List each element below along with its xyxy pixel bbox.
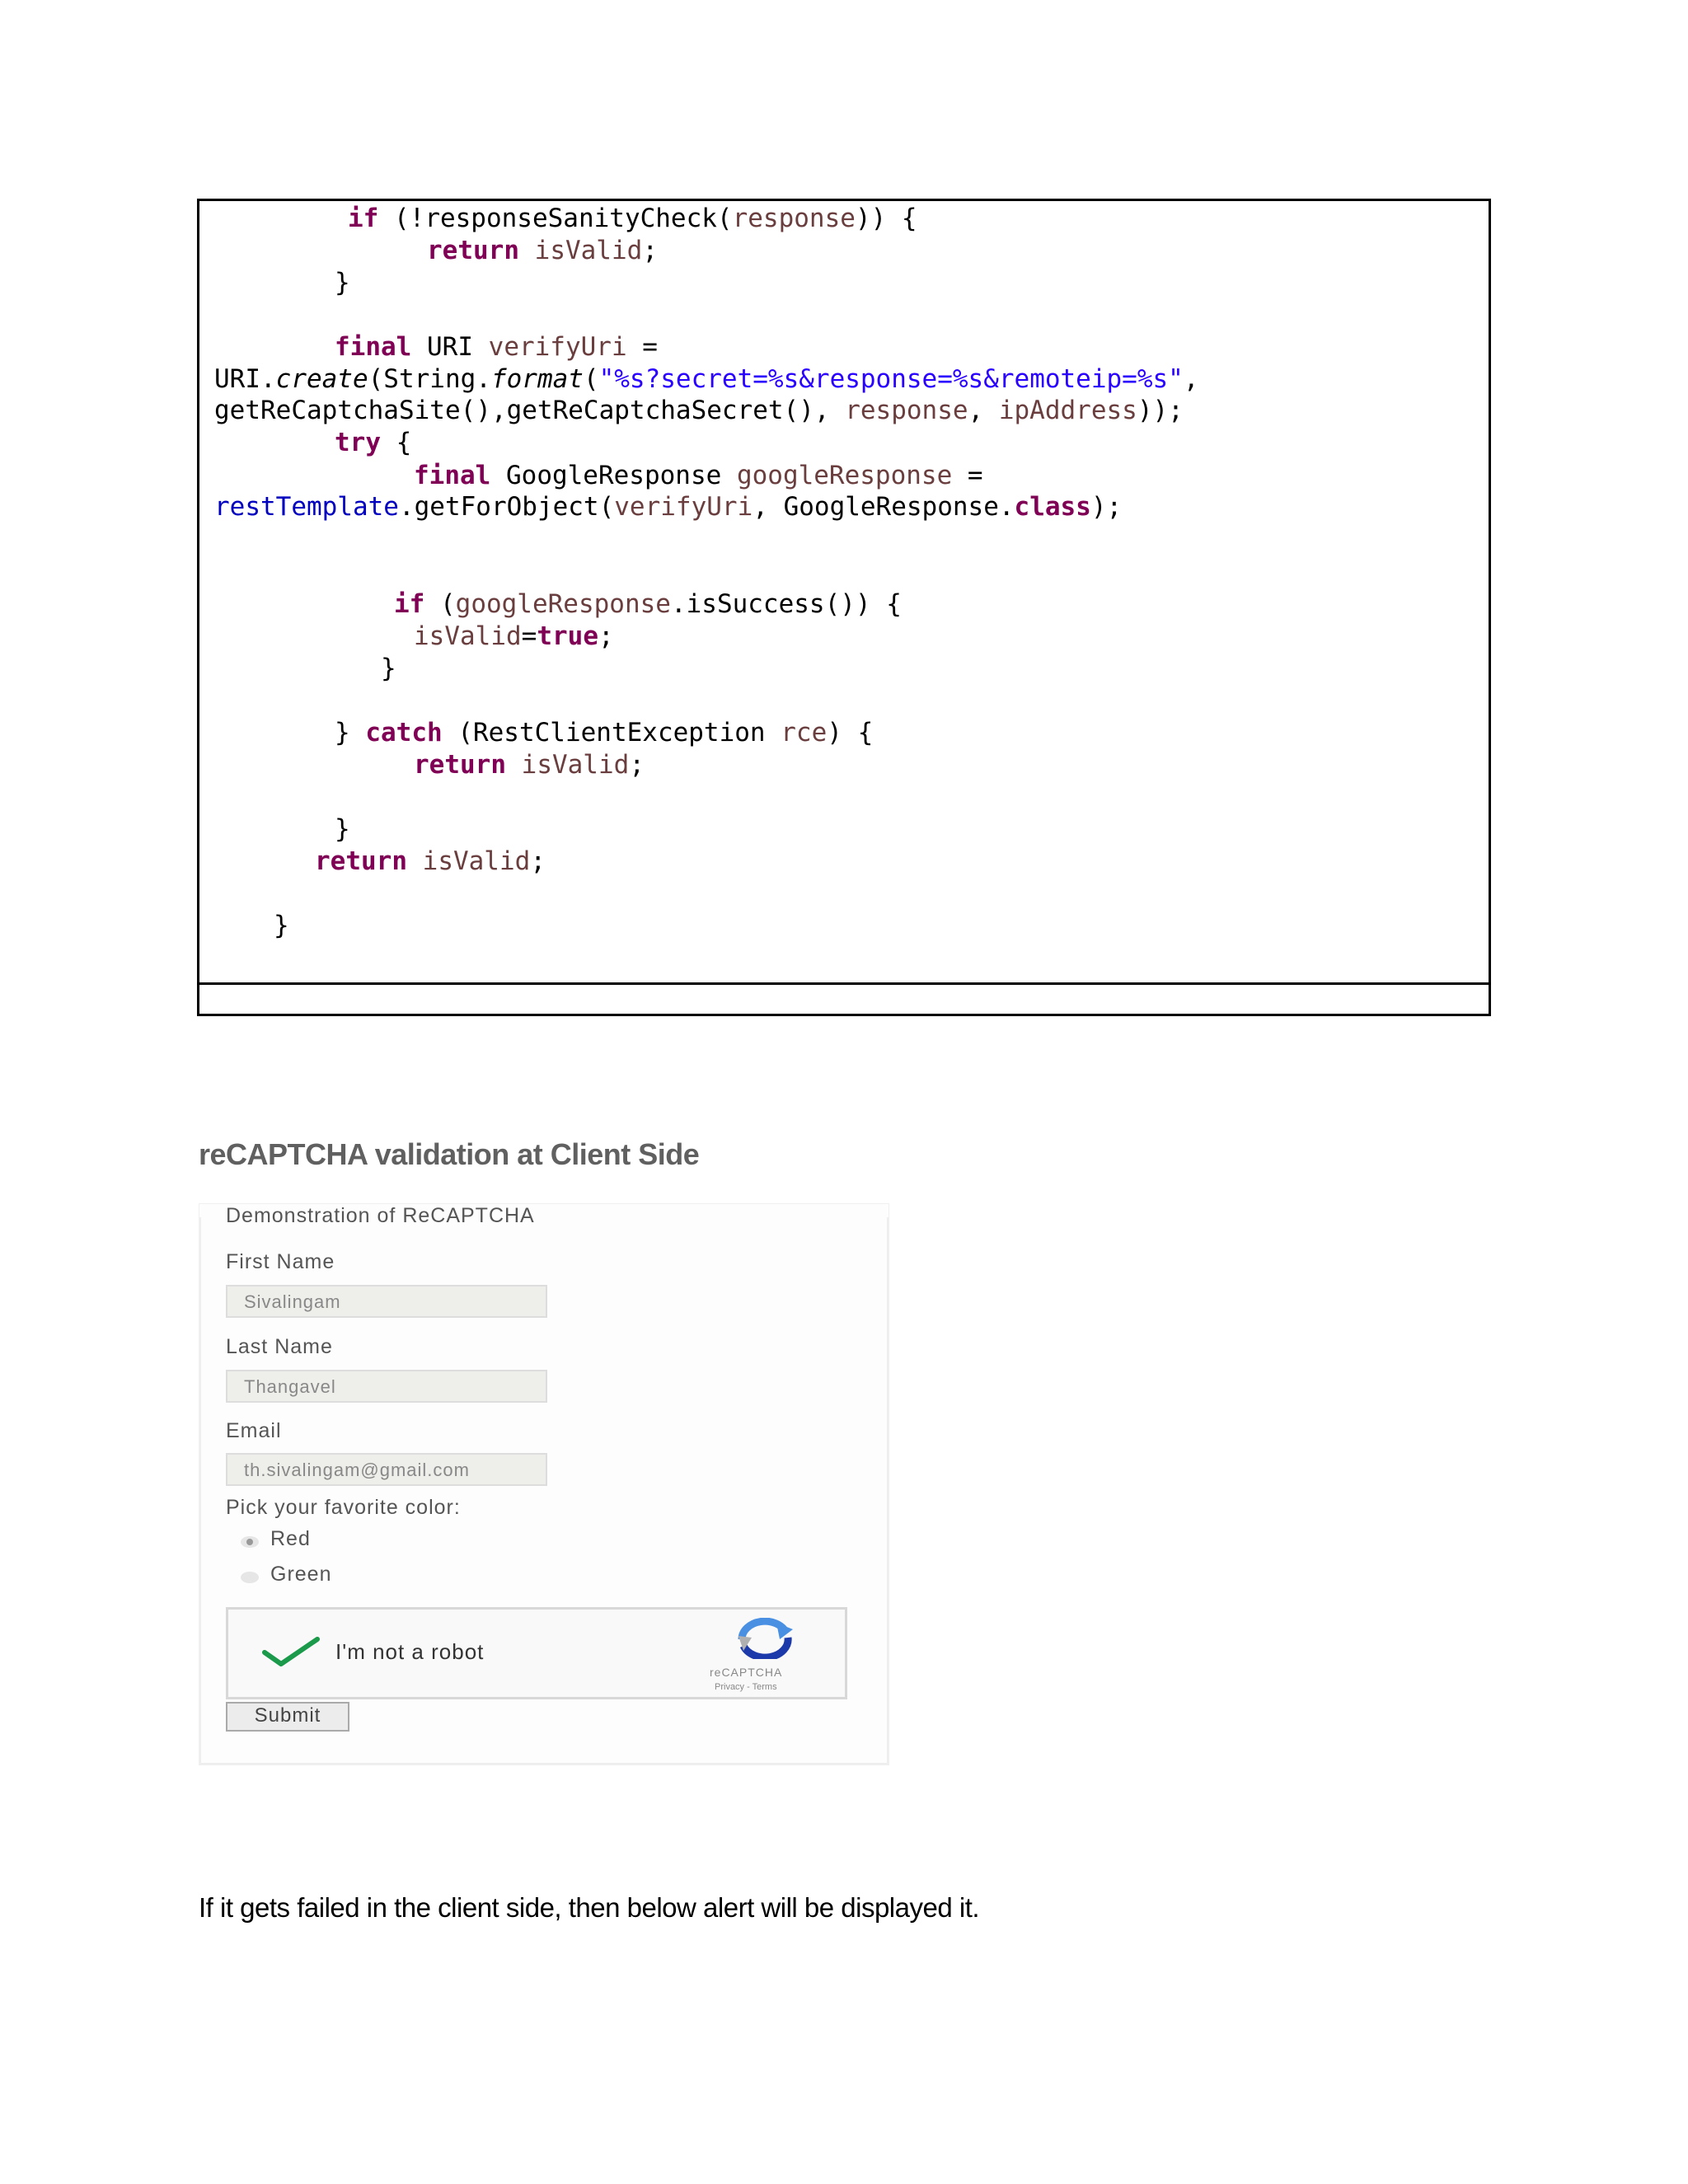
code-line bbox=[414, 749, 645, 780]
radio-red[interactable] bbox=[241, 1536, 259, 1548]
radio-green-label: Green bbox=[270, 1563, 332, 1586]
code-token: rce bbox=[781, 718, 828, 748]
code-token: ( bbox=[583, 364, 599, 394]
last-name-label: Last Name bbox=[226, 1335, 333, 1358]
recaptcha-demo-form bbox=[199, 1203, 889, 1765]
code-token: true bbox=[537, 621, 598, 651]
captcha-label: I'm not a robot bbox=[335, 1639, 485, 1664]
code-token: ); bbox=[1090, 492, 1123, 522]
first-name-label: First Name bbox=[226, 1250, 335, 1273]
code-token: } bbox=[274, 911, 289, 940]
code-token: ; bbox=[598, 621, 614, 651]
table-divider bbox=[199, 982, 1489, 985]
captcha-brand: reCAPTCHA bbox=[710, 1666, 783, 1679]
code-line bbox=[335, 717, 873, 748]
recaptcha-logo-icon bbox=[735, 1618, 795, 1659]
code-token: URI bbox=[411, 332, 489, 362]
code-token: (RestClientException bbox=[442, 718, 781, 748]
code-token: } bbox=[335, 814, 350, 844]
code-token: ; bbox=[642, 236, 658, 265]
code-token: ; bbox=[629, 750, 645, 780]
code-line bbox=[335, 813, 350, 845]
code-line bbox=[414, 460, 983, 491]
code-token: .isSuccess()) { bbox=[670, 589, 902, 619]
code-token: = bbox=[626, 332, 658, 362]
code-token: return bbox=[414, 750, 506, 780]
code-token: restTemplate bbox=[214, 492, 399, 522]
code-token: = bbox=[521, 621, 537, 651]
code-token: response bbox=[845, 396, 968, 425]
body-paragraph: If it gets failed in the client side, then below alert will be displayed it. bbox=[199, 1892, 980, 1923]
code-token: ; bbox=[530, 846, 546, 876]
code-token: isValid bbox=[534, 236, 643, 265]
code-token: , bbox=[968, 396, 999, 425]
code-token: isValid bbox=[521, 750, 630, 780]
code-line bbox=[394, 588, 902, 620]
code-token: response bbox=[732, 204, 856, 233]
code-line bbox=[315, 846, 546, 877]
code-token: format bbox=[490, 364, 584, 394]
code-token: ) { bbox=[827, 718, 874, 748]
code-table bbox=[197, 199, 1491, 1016]
code-token: URI. bbox=[214, 364, 276, 394]
code-token: return bbox=[427, 236, 519, 265]
code-token: create bbox=[275, 364, 368, 394]
captcha-terms-link[interactable]: Privacy - Terms bbox=[715, 1682, 777, 1692]
code-token bbox=[519, 236, 535, 265]
code-token: return bbox=[315, 846, 407, 876]
code-token: )); bbox=[1137, 396, 1184, 425]
code-token: "%s?secret=%s&response=%s&remoteip=%s" bbox=[598, 364, 1184, 394]
code-token: catch bbox=[365, 718, 443, 748]
code-token bbox=[506, 750, 522, 780]
code-token: final bbox=[335, 332, 412, 362]
code-token: } bbox=[335, 718, 366, 748]
code-token: } bbox=[381, 654, 396, 683]
code-token: (!responseSanityCheck( bbox=[378, 204, 733, 233]
code-line bbox=[214, 491, 1122, 523]
code-token: try bbox=[335, 428, 381, 457]
code-line bbox=[274, 910, 289, 941]
first-name-input[interactable]: Sivalingam bbox=[226, 1285, 547, 1318]
code-token: , bbox=[1183, 364, 1199, 394]
fieldset-legend: Demonstration of ReCAPTCHA bbox=[223, 1204, 538, 1228]
code-line bbox=[335, 331, 658, 363]
code-line bbox=[214, 363, 1199, 395]
code-line bbox=[335, 267, 350, 298]
code-token: isValid bbox=[422, 846, 531, 876]
last-name-input[interactable]: Thangavel bbox=[226, 1370, 547, 1403]
code-line bbox=[348, 203, 917, 234]
code-token: = bbox=[952, 461, 983, 490]
code-token: getReCaptchaSite(),getReCaptchaSecret(), bbox=[214, 396, 846, 425]
code-line bbox=[214, 395, 1184, 426]
color-label: Pick your favorite color: bbox=[226, 1496, 461, 1519]
code-token bbox=[407, 846, 423, 876]
recaptcha-widget[interactable] bbox=[226, 1607, 847, 1699]
code-token: if bbox=[394, 589, 425, 619]
radio-red-label: Red bbox=[270, 1527, 311, 1550]
code-token: if bbox=[348, 204, 379, 233]
code-token: { bbox=[381, 428, 412, 457]
checkmark-icon[interactable] bbox=[261, 1634, 321, 1667]
code-token: (String. bbox=[368, 364, 491, 394]
code-token: GoogleResponse bbox=[490, 461, 737, 490]
code-token: googleResponse bbox=[736, 461, 953, 490]
code-token: .getForObject( bbox=[398, 492, 615, 522]
code-line bbox=[381, 653, 396, 684]
code-line bbox=[335, 427, 411, 458]
code-token: verifyUri bbox=[488, 332, 627, 362]
email-label: Email bbox=[226, 1419, 282, 1442]
code-token: verifyUri bbox=[614, 492, 753, 522]
radio-green[interactable] bbox=[241, 1572, 259, 1583]
email-input[interactable]: th.sivalingam@gmail.com bbox=[226, 1453, 547, 1486]
section-heading: reCAPTCHA validation at Client Side bbox=[199, 1137, 700, 1171]
code-token: ipAddress bbox=[998, 396, 1137, 425]
code-token: } bbox=[335, 268, 350, 298]
code-token: , GoogleResponse. bbox=[753, 492, 1015, 522]
code-token: class bbox=[1014, 492, 1091, 522]
code-token: ( bbox=[424, 589, 456, 619]
submit-button[interactable]: Submit bbox=[226, 1702, 349, 1732]
code-line bbox=[414, 621, 614, 652]
code-token: )) { bbox=[855, 204, 917, 233]
code-token: final bbox=[414, 461, 491, 490]
code-token: isValid bbox=[414, 621, 522, 651]
code-token: googleResponse bbox=[455, 589, 671, 619]
code-line bbox=[427, 235, 658, 266]
